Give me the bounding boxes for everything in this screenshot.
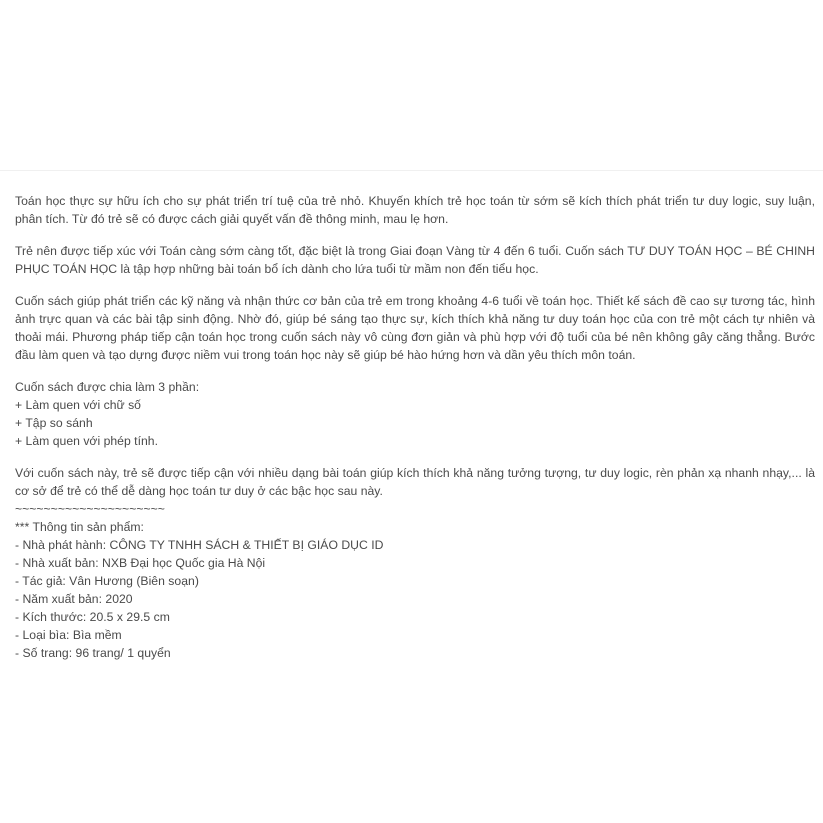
product-description	[15, 192, 815, 662]
product-info-section	[15, 500, 815, 662]
book-parts-section	[15, 378, 815, 450]
info-pages: - Số trang: 96 trang/ 1 quyển	[15, 646, 171, 660]
info-size: - Kích thước: 20.5 x 29.5 cm	[15, 610, 170, 624]
info-publisher: - Nhà phát hành: CÔNG TY TNHH SÁCH & THIẾT BỊ GIÁO DỤC ID	[15, 538, 384, 552]
book-part-item: + Làm quen với phép tính.	[15, 434, 158, 448]
product-info-title: *** Thông tin sản phẩm:	[15, 520, 144, 534]
info-press: - Nhà xuất bản: NXB Đại học Quốc gia Hà Nội	[15, 556, 266, 570]
book-part-item: + Tập so sánh	[15, 416, 93, 430]
description-paragraph-4: Với cuốn sách này, trẻ sẽ được tiếp cận với nhiều dạng bài toán giúp kích thích khả năng tưởng tượng, tư duy logic, rèn phản xạ nhanh nhạy,... là cơ sở để trẻ có thể dễ dàng học toán tư duy ở các bậc học sau này.	[15, 466, 815, 498]
separator-line: ~~~~~~~~~~~~~~~~~~~~~	[15, 502, 165, 516]
top-divider	[0, 170, 823, 171]
info-year: - Năm xuất bản: 2020	[15, 592, 133, 606]
info-author: - Tác giả: Vân Hương (Biên soạn)	[15, 574, 199, 588]
info-cover: - Loại bìa: Bìa mềm	[15, 628, 122, 642]
description-paragraph-1: Toán học thực sự hữu ích cho sự phát triển trí tuệ của trẻ nhỏ. Khuyến khích trẻ học toán từ sớm sẽ kích thích phát triển tư duy logic, suy luận, phân tích. Từ đó trẻ sẽ có được cách giải quyết vấn đề thông minh, mau lẹ hơn.	[15, 194, 815, 226]
book-parts-intro: Cuốn sách được chia làm 3 phần:	[15, 380, 200, 394]
book-part-item: + Làm quen với chữ số	[15, 398, 141, 412]
description-paragraph-2: Trẻ nên được tiếp xúc với Toán càng sớm càng tốt, đặc biệt là trong Giai đoạn Vàng từ 4 đến 6 tuổi. Cuốn sách TƯ DUY TOÁN HỌC – BÉ CHINH PHỤC TOÁN HỌC là tập hợp những bài toán bổ ích dành cho lứa tuổi từ mầm non đến tiểu học.	[15, 244, 815, 276]
description-paragraph-3: Cuốn sách giúp phát triển các kỹ năng và nhận thức cơ bản của trẻ em trong khoảng 4-6 tuổi về toán học. Thiết kế sách đề cao sự tương tác, hình ảnh trực quan và các bài tập sinh động. Nhờ đó, giúp bé sáng tạo thực sự, kích thích khả năng tư duy toán học của con trẻ một cách tự nhiên và thoải mái. Phương pháp tiếp cận toán học trong cuốn sách này vô cùng đơn giản và phù hợp với độ tuổi của bé nên không gây căng thẳng. Bước đầu làm quen và tạo dựng được niềm vui trong toán học này sẽ giúp bé hào hứng hơn và dần yêu thích môn toán.	[15, 294, 815, 362]
